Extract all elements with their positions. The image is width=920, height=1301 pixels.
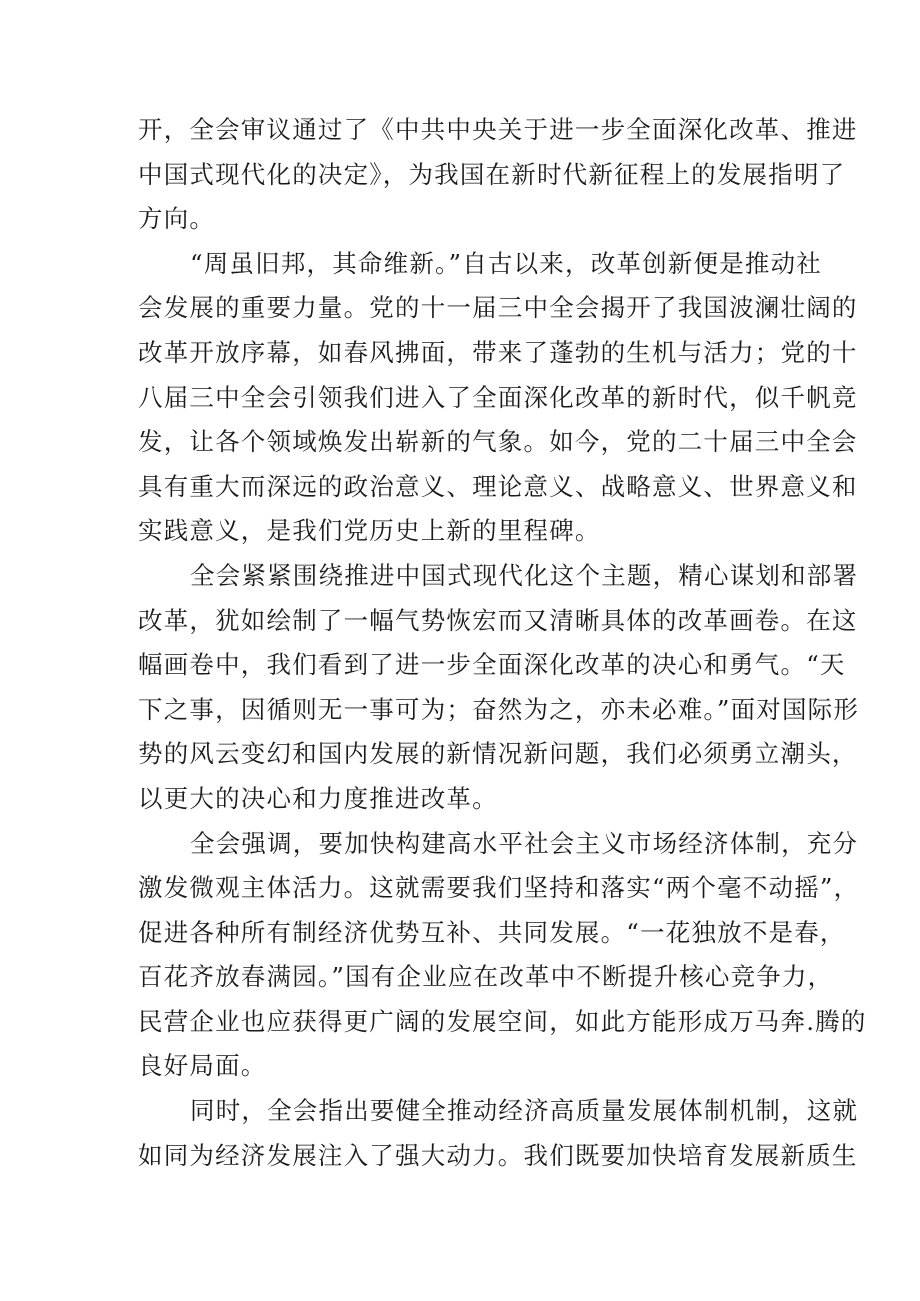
text-line: 全会强调，要加快构建高水平社会主义市场经济体制，充分: [190, 828, 859, 858]
text-line: 下之事，因循则无一事可为；奋然为之，亦未必难。”面对国际形: [138, 694, 860, 724]
text-line: 发，让各个领域焕发出崭新的气象。如今，党的二十届三中全会: [138, 427, 858, 457]
text-line: 会发展的重要力量。党的十一届三中全会揭开了我国波澜壮阔的: [138, 293, 858, 323]
text-line: 方向。: [138, 204, 216, 234]
text-line: 同时，全会指出要健全推动经济高质量发展体制机制，这就: [190, 1096, 859, 1126]
text-line: 促进各种所有制经济优势互补、共同发展。“一花独放不是春，: [138, 917, 846, 947]
text-line: 全会紧紧围绕推进中国式现代化这个主题，精心谋划和部署: [190, 560, 859, 590]
text-line: 良好局面。: [138, 1051, 267, 1081]
text-line: 八届三中全会引领我们进入了全面深化改革的新时代，似千帆竞: [138, 382, 858, 412]
text-line: 势的风云变幻和国内发展的新情况新问题，我们必须勇立潮头，: [138, 739, 858, 769]
text-line: 民营企业也应获得更广阔的发展空间，如此方能形成万马奔.腾的: [138, 1006, 867, 1036]
text-line: 激发微观主体活力。这就需要我们坚持和落实“两个毫不动摇”，: [138, 873, 860, 903]
text-line: 以更大的决心和力度推进改革。: [138, 783, 498, 813]
text-line: 改革，犹如绘制了一幅气势恢宏而又清晰具体的改革画卷。在这: [138, 605, 858, 635]
text-line: 改革开放序幕，如春风拂面，带来了蓬勃的生机与活力；党的十: [138, 337, 858, 367]
text-line: “周虽旧邦，其命维新。”自古以来，改革创新便是推动社: [190, 248, 822, 278]
text-line: 中国式现代化的决定》，为我国在新时代新征程上的发展指明了: [138, 159, 846, 189]
body-text: [138, 108, 867, 1178]
text-line: 如同为经济发展注入了强大动力。我们既要加快培育发展新质生: [138, 1140, 858, 1170]
text-line: 百花齐放春满园。”国有企业应在改革中不断提升核心竞争力，: [138, 962, 834, 992]
text-line: 实践意义，是我们党历史上新的里程碑。: [138, 516, 601, 546]
text-line: 幅画卷中，我们看到了进一步全面深化改革的决心和勇气。“天: [138, 650, 846, 680]
text-line: 具有重大而深远的政治意义、理论意义、战略意义、世界意义和: [138, 471, 858, 501]
text-line: 开，全会审议通过了《中共中央关于进一步全面深化改革、推进: [138, 115, 858, 144]
